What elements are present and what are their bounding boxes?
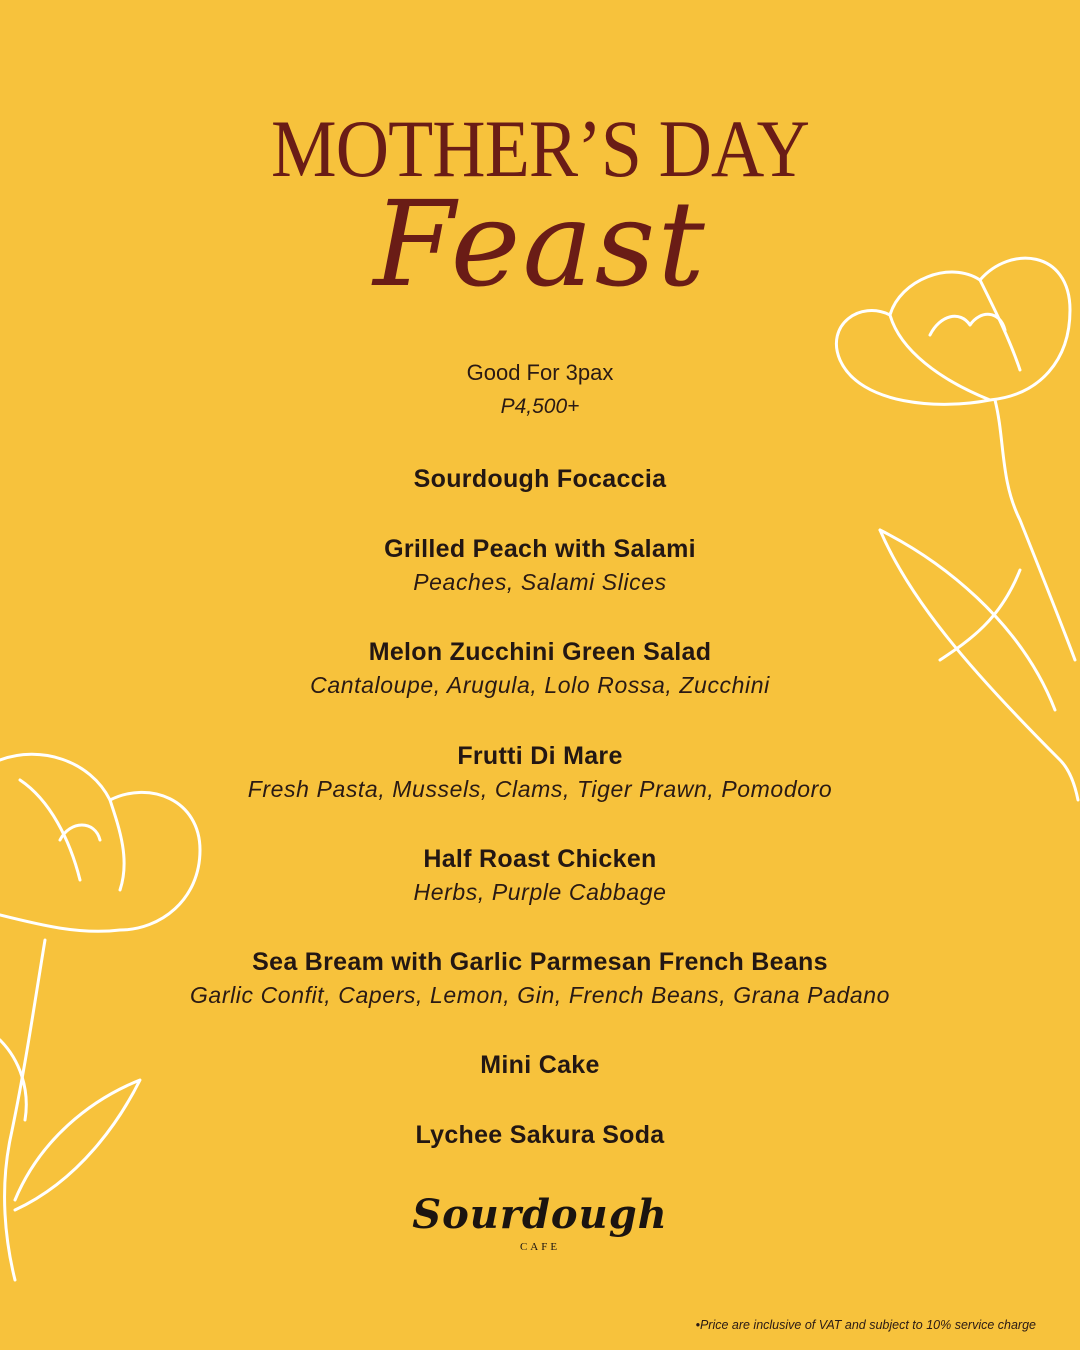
dish-name: Sourdough Focaccia [413,465,667,493]
flower-line-art-right-icon [820,240,1080,820]
dish-description: Peaches, Salami Slices [413,569,667,595]
dish-description: Cantaloupe, Arugula, Lolo Rossa, Zucchini [310,672,770,698]
logo-subtitle: CAFE [519,1241,561,1253]
menu-item-3 [0,640,1080,697]
menu-item-6 [0,950,1080,1007]
dish-name: Lychee Sakura Soda [415,1121,665,1149]
menu-item-4 [0,744,1080,801]
dish-name: Frutti Di Mare [457,742,623,770]
menu-item-5 [0,847,1080,904]
dish-name: Grilled Peach with Salami [384,535,696,563]
dish-name: Half Roast Chicken [423,845,657,873]
dish-description: Garlic Confit, Capers, Lemon, Gin, French Beans, Grana Padano [189,982,891,1008]
menu-item-2 [0,537,1080,594]
brand-logo [0,1191,1080,1253]
set-price: P4,500+ [500,395,580,418]
dish-name: Sea Bream with Garlic Parmesan French Beans [252,948,828,976]
serving-size: Good For 3pax [466,360,614,385]
logo-wordmark: Sourdough [412,1191,668,1238]
dish-name: Mini Cake [480,1051,600,1079]
dish-description: Fresh Pasta, Mussels, Clams, Tiger Prawn, Pomodoro [247,776,833,802]
menu-item-1 [0,467,1080,492]
dish-name: Melon Zucchini Green Salad [368,638,712,666]
price-footnote: •Price are inclusive of VAT and subject to 10% service charge [695,1318,1036,1332]
poster-script-title: Feast [373,175,707,313]
poster-title: MOTHER’S DAY [270,103,809,194]
menu-item-8 [0,1123,1080,1148]
dish-description: Herbs, Purple Cabbage [413,879,667,905]
menu-item-7 [0,1053,1080,1078]
